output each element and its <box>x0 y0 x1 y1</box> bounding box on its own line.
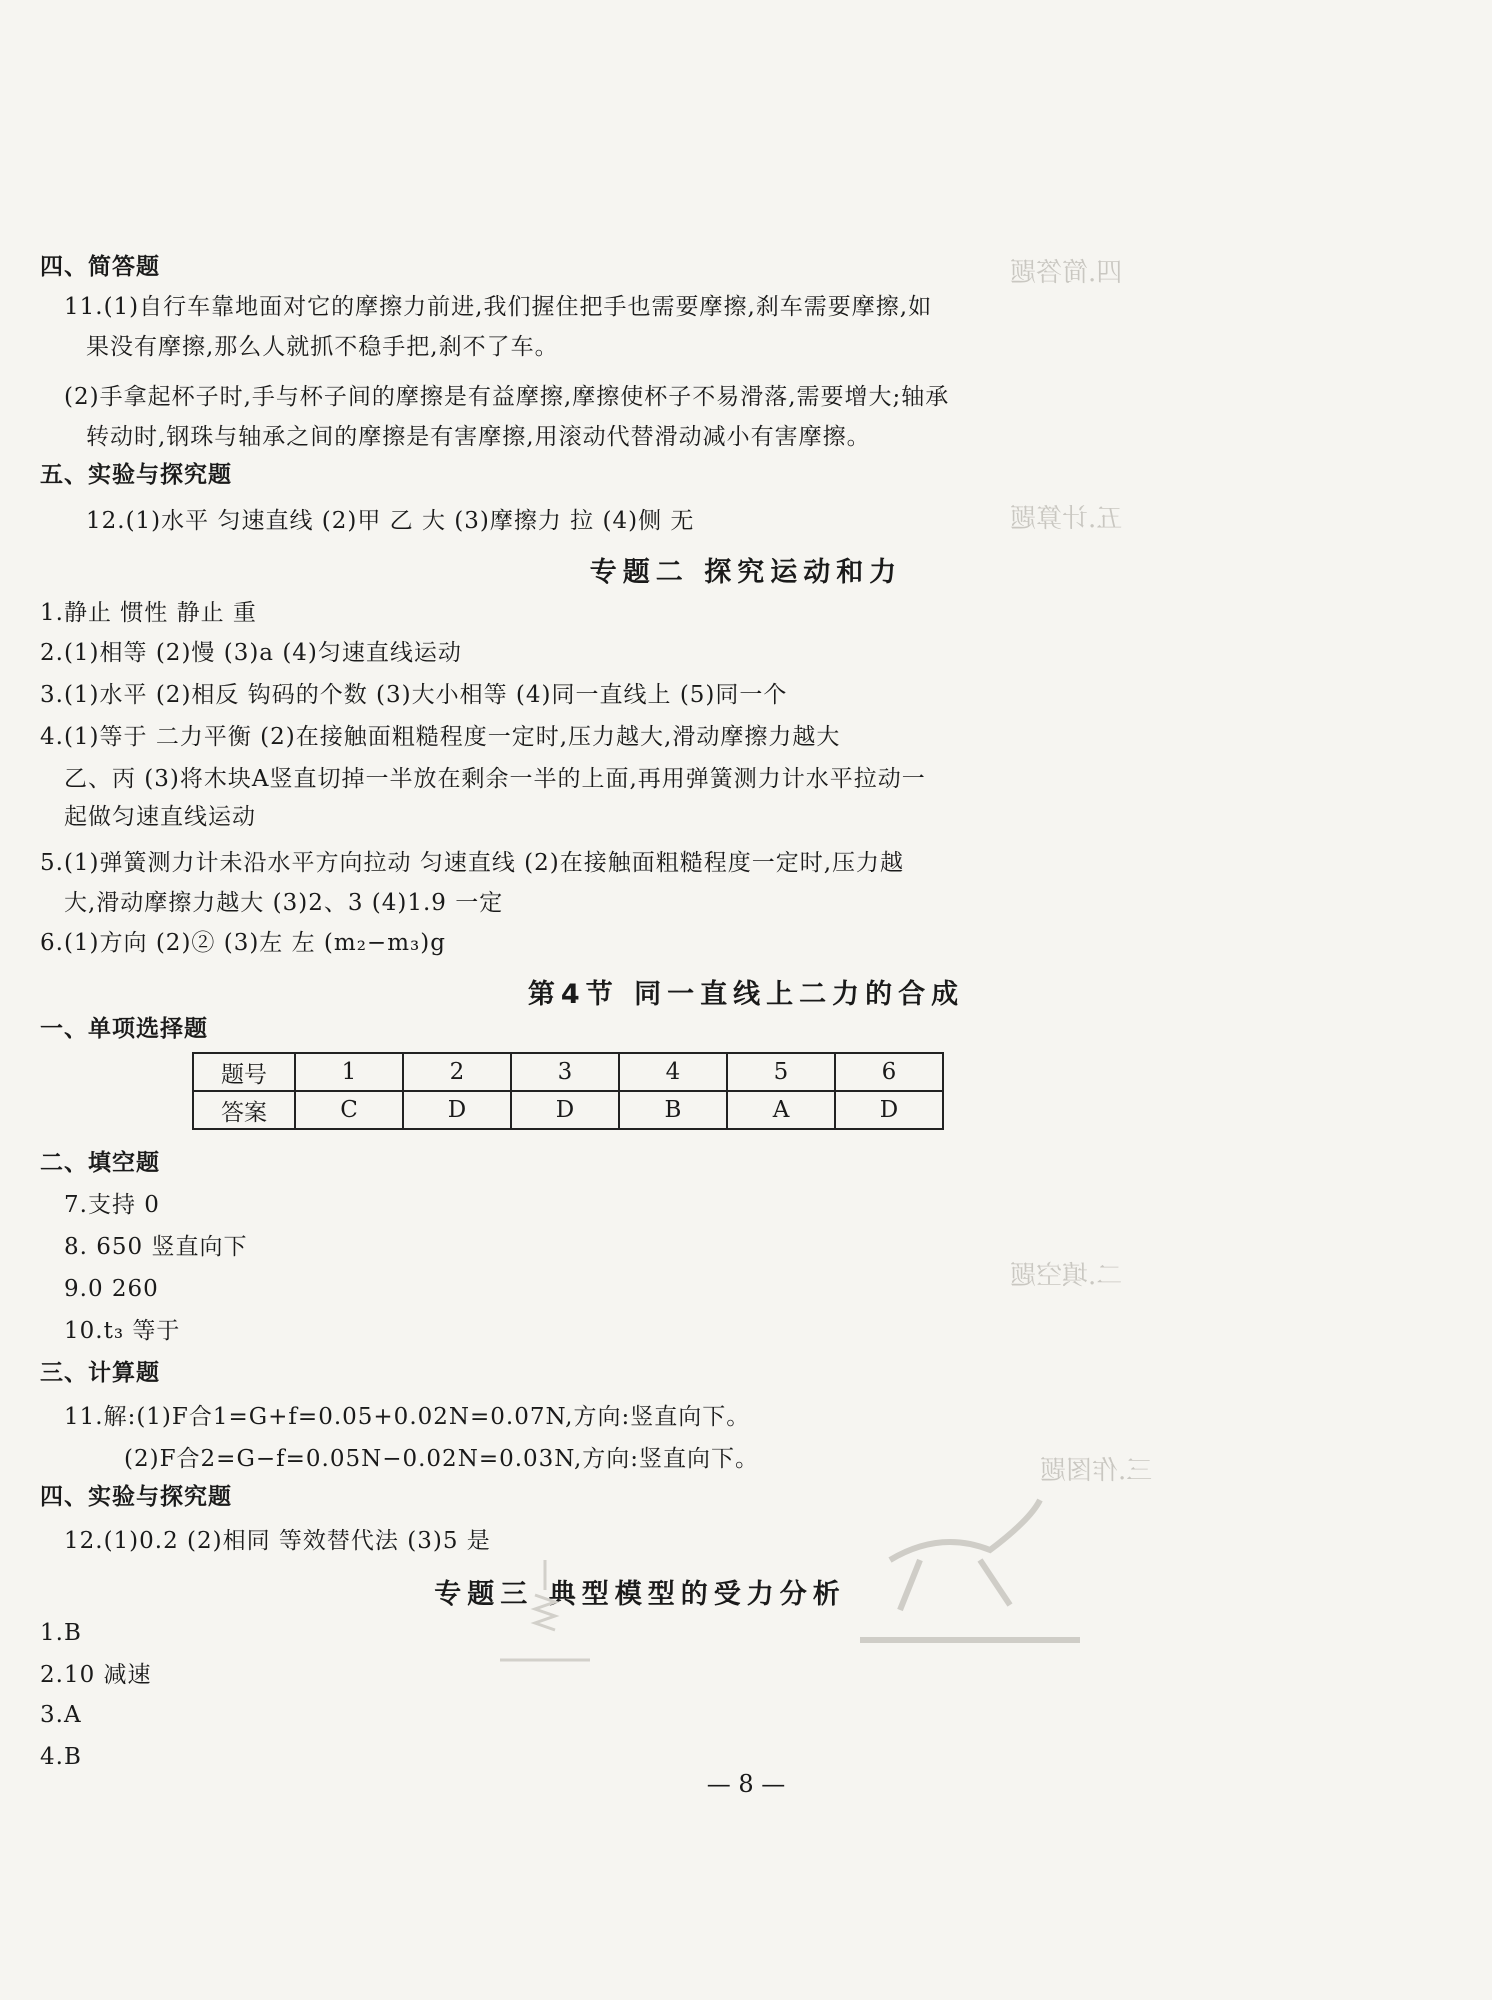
topic-title: 专题三 典型模型的受力分析 <box>434 1579 846 1610</box>
answer-line: (2)手拿起杯子时,手与杯子间的摩擦是有益摩擦,摩擦使杯子不易滑落,需要增大;轴承 <box>64 384 950 410</box>
section-title: 第4节 同一直线上二力的合成 <box>527 979 965 1010</box>
answer-line: 9.0 260 <box>64 1276 159 1302</box>
table-cell: D <box>835 1091 943 1129</box>
section-heading-fill-in: 二、填空题 <box>40 1150 160 1176</box>
answer-line: 3.A <box>40 1702 82 1728</box>
answer-line: 4.(1)等于 二力平衡 (2)在接触面粗糙程度一定时,压力越大,滑动摩擦力越大 <box>40 724 841 750</box>
section-heading-experiment: 五、实验与探究题 <box>40 462 232 488</box>
answer-line: 转动时,钢珠与轴承之间的摩擦是有害摩擦,用滚动代替滑动减小有害摩擦。 <box>86 424 871 450</box>
answer-line: 7.支持 0 <box>64 1192 160 1218</box>
table-cell: 5 <box>727 1053 835 1091</box>
bleed-through-text: 二.填空题 <box>1010 1261 1123 1291</box>
table-cell: D <box>511 1091 619 1129</box>
bleed-through-text: 五.计算题 <box>1010 504 1123 534</box>
answer-line: 12.(1)水平 匀速直线 (2)甲 乙 大 (3)摩擦力 拉 (4)侧 无 <box>86 508 695 534</box>
answer-table <box>192 1052 944 1130</box>
answer-line: 果没有摩擦,那么人就抓不稳手把,刹不了车。 <box>86 334 559 360</box>
table-cell: C <box>295 1091 403 1129</box>
table-row <box>193 1091 943 1129</box>
table-cell: D <box>403 1091 511 1129</box>
answer-line: 11.解:(1)F合1=G+f=0.05+0.02N=0.07N,方向:竖直向下。 <box>64 1404 751 1430</box>
answer-line: 2.(1)相等 (2)慢 (3)a (4)匀速直线运动 <box>40 640 462 666</box>
answer-line: 12.(1)0.2 (2)相同 等效替代法 (3)5 是 <box>64 1528 491 1554</box>
answer-line: 1.静止 惯性 静止 重 <box>40 600 257 626</box>
section-heading-multiple-choice: 一、单项选择题 <box>40 1016 208 1042</box>
section-heading-experiment: 四、实验与探究题 <box>40 1484 232 1510</box>
table-cell: 1 <box>295 1053 403 1091</box>
bleed-through-text: 三.作图题 <box>1040 1456 1153 1486</box>
answer-line: 起做匀速直线运动 <box>64 804 256 830</box>
table-cell: B <box>619 1091 727 1129</box>
table-cell: 3 <box>511 1053 619 1091</box>
section-heading-short-answer: 四、简答题 <box>40 254 160 280</box>
answer-line: 大,滑动摩擦力越大 (3)2、3 (4)1.9 一定 <box>64 890 504 916</box>
answer-line: 1.B <box>40 1620 82 1646</box>
table-cell: 4 <box>619 1053 727 1091</box>
table-header-cell: 答案 <box>193 1091 295 1129</box>
answer-line: 5.(1)弹簧测力计未沿水平方向拉动 匀速直线 (2)在接触面粗糙程度一定时,压力越 <box>40 850 905 876</box>
answer-line: 3.(1)水平 (2)相反 钩码的个数 (3)大小相等 (4)同一直线上 (5)同一个 <box>40 682 788 708</box>
table-header-cell: 题号 <box>193 1053 295 1091</box>
answer-line: 11.(1)自行车靠地面对它的摩擦力前进,我们握住把手也需要摩擦,刹车需要摩擦,如 <box>64 294 933 320</box>
topic-title: 专题二 探究运动和力 <box>589 557 903 588</box>
bleed-through-figure <box>500 1560 590 1670</box>
table-cell: 6 <box>835 1053 943 1091</box>
table-cell: 2 <box>403 1053 511 1091</box>
answer-line: 4.B <box>40 1744 82 1770</box>
answer-line: (2)F合2=G−f=0.05N−0.02N=0.03N,方向:竖直向下。 <box>124 1446 760 1472</box>
answer-line: 6.(1)方向 (2)② (3)左 左 (m₂−m₃)g <box>40 930 446 956</box>
page-number: — 8 — <box>706 1770 786 1798</box>
answer-line: 乙、丙 (3)将木块A竖直切掉一半放在剩余一半的上面,再用弹簧测力计水平拉动一 <box>64 766 926 792</box>
answer-line: 8. 650 竖直向下 <box>64 1234 248 1260</box>
answer-line: 2.10 减速 <box>40 1662 152 1688</box>
table-cell: A <box>727 1091 835 1129</box>
section-heading-calculation: 三、计算题 <box>40 1360 160 1386</box>
table-row <box>193 1053 943 1091</box>
bleed-through-figure <box>860 1480 1080 1670</box>
bleed-through-text: 四.简答题 <box>1010 258 1123 288</box>
answer-line: 10.t₃ 等于 <box>64 1318 181 1344</box>
